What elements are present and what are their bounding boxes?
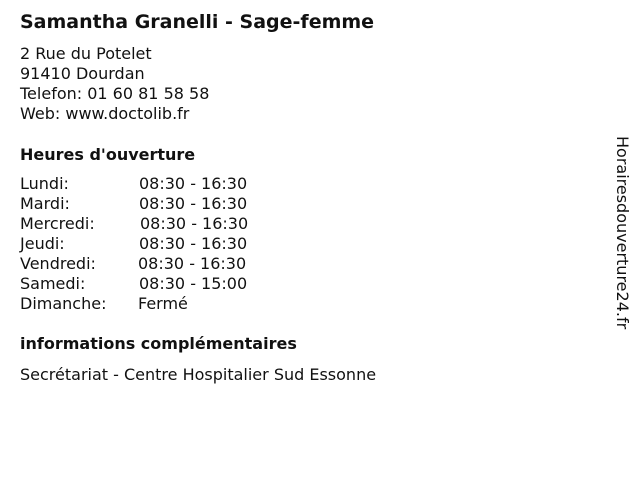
- time-value: 08:30 - 16:30: [139, 234, 248, 253]
- time-value: 08:30 - 16:30: [138, 254, 247, 273]
- address-block: [20, 44, 209, 124]
- day-label: Vendredi:: [20, 254, 96, 273]
- hours-row-tuesday: [20, 194, 320, 214]
- hours-row-sunday: [20, 294, 320, 314]
- phone-number: Telefon: 01 60 81 58 58: [20, 84, 210, 103]
- day-label: Mercredi:: [20, 214, 95, 233]
- site-watermark: Horairesdouverture24.fr: [613, 136, 632, 330]
- website: Web: www.doctolib.fr: [20, 104, 190, 123]
- day-label: Lundi:: [20, 174, 69, 193]
- time-value: 08:30 - 16:30: [140, 214, 249, 233]
- hours-row-saturday: [20, 274, 320, 294]
- day-label: Dimanche:: [20, 294, 107, 313]
- street-address: 2 Rue du Potelet: [20, 44, 152, 63]
- additional-info-heading: informations complémentaires: [20, 334, 297, 353]
- opening-hours-table: [20, 174, 320, 314]
- hours-row-thursday: [20, 234, 320, 254]
- city-postcode: 91410 Dourdan: [20, 64, 145, 83]
- hours-row-friday: [20, 254, 320, 274]
- day-label: Samedi:: [20, 274, 86, 293]
- time-value: 08:30 - 16:30: [139, 194, 248, 213]
- time-value: 08:30 - 15:00: [139, 274, 248, 293]
- day-label: Mardi:: [20, 194, 70, 213]
- time-value: Fermé: [138, 294, 188, 313]
- page-title: Samantha Granelli - Sage-femme: [20, 11, 375, 33]
- time-value: 08:30 - 16:30: [139, 174, 248, 193]
- additional-info-text: Secrétariat - Centre Hospitalier Sud Essonne: [20, 365, 377, 384]
- day-label: Jeudi:: [20, 234, 65, 253]
- opening-hours-heading: Heures d'ouverture: [20, 145, 196, 164]
- hours-row-monday: [20, 174, 320, 194]
- hours-row-wednesday: [20, 214, 320, 234]
